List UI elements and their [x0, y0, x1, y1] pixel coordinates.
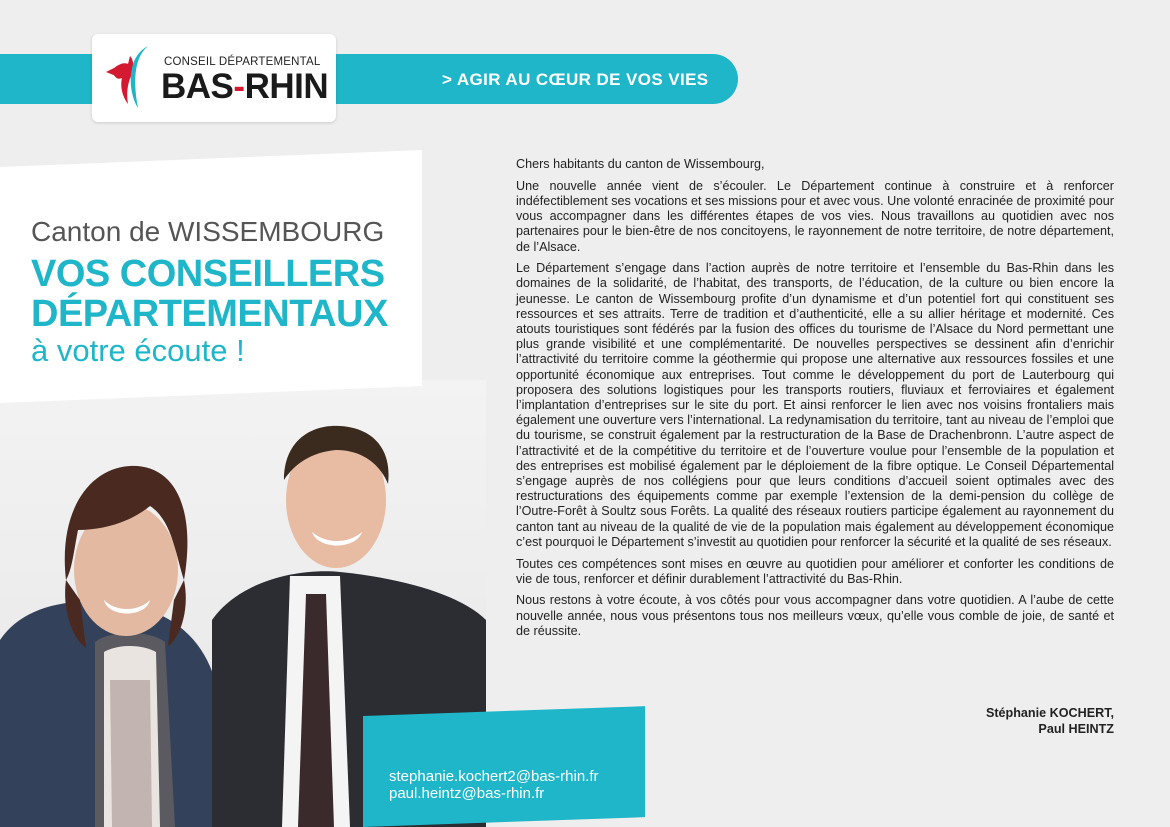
letter-body [516, 157, 1114, 646]
main-heading-line1: VOS CONSEILLERS [31, 253, 385, 295]
letter-greeting: Chers habitants du canton de Wissembourg, [516, 157, 765, 171]
email-kochert[interactable]: stephanie.kochert2@bas-rhin.fr [389, 768, 599, 785]
logo-subtitle: CONSEIL DÉPARTEMENTAL [164, 56, 321, 68]
tagline: > AGIR AU CŒUR DE VOS VIES [442, 70, 709, 89]
letter-paragraph-4: Nous restons à votre écoute, à vos côtés pour vous accompagner dans votre quotidien. A l’aube de cette nouvelle année, nous vous présentons tous nos meilleurs vœux, qu’elle vous comble de joie, de santé et de réussite. [516, 593, 1114, 638]
canton-title: Canton de WISSEMBOURG [31, 216, 385, 247]
woman-figure [0, 466, 222, 827]
main-heading-line2: DÉPARTEMENTAUX [31, 293, 388, 335]
letter-paragraph-2: Le Département s’engage dans l’action auprès de notre territoire et l’ensemble du Bas-Rhin dans les domaines de la solidarité, de l’habitat, des transports, de l’éducation, de la culture ou bien encore la jeunesse. Le canton de Wissembourg profite d’un dynamisme et d’un potentiel fort qui constituent ses ressources et ses attraits. Terre de tradition et d’authenticité, elle a su allier héritage et modernité. Ces atouts touristiques sont fédérés par la fusion des offices du tourisme de l’Alsace du Nord permettant une plus grande visibilité et une complémentarité. De nouvelles perspectives se dessinent afin d’enrichir l’attractivité du territoire comme la géothermie qui propose une alternative aux ressources fossiles et une opportunité économique aux entreprises. Tout comme le développement du port de Lauterbourg qui proposera des solutions logistiques pour les transports routiers, fluviaux et ferroviaires et également l’implantation d’entreprises sur le site du port. Et ainsi renforcer le lien avec nos voisins frontaliers mais également une ouverture vers l’international. La redynamisation du territoire, tant au niveau de l’emploi que du tourisme, se construit également par la restructuration de la Base de Drachenbronn. L’autre aspect de l’attractivité et de la compétitive du territoire et de l’ouverture voulue pour l’ensemble de la population et des entreprises est mobilisé également par le déploiement de la fibre optique. Le Conseil Départemental s’engage auprès de nos collégiens pour que leurs conditions d’accueil soient optimales avec des restructurations des équipements comme par exemple l’extension de la demi-pension du collège de l’Outre-Forêt à Soultz sous Forêts. La qualité des réseaux routiers participe également au rayonnement du canton tant au niveau de la qualité de vie de la population mais également au développement économique c’est pourquoi le Département s’investit au quotidien pour renforcer la sécurité et la qualité de ses réseaux. [516, 261, 1114, 549]
logo [92, 34, 336, 122]
logo-mark-icon [104, 42, 154, 112]
email-heintz[interactable]: paul.heintz@bas-rhin.fr [389, 785, 545, 802]
letter-paragraph-3: Toutes ces compétences sont mises en œuvre au quotidien pour améliorer et conforter les conditions de vie de tous, renforcer et définir durablement l’attractivité du Bas-Rhin. [516, 556, 1114, 586]
letter-paragraph-1: Une nouvelle année vient de s’écouler. Le Département continue à construire et à renforcer indéfectiblement ses vocations et ses missions pour et avec vous. Une volonté enracinée de proximité pour vous accompagner dans les différentes étapes de vos vies. Nous travaillons au quotidien avec nos partenaires pour le bien-être de nos concitoyens, le rayonnement de notre territoire, de notre département, de l’Alsace. [516, 178, 1114, 254]
contact-emails [389, 768, 599, 802]
signature [986, 706, 1114, 737]
logo-title: BAS-RHIN [161, 67, 329, 106]
signature-heintz: Paul HEINTZ [1038, 721, 1114, 736]
main-heading [31, 254, 388, 334]
contact-box [363, 706, 645, 827]
signature-kochert: Stéphanie KOCHERT, [985, 706, 1114, 720]
sub-heading: à votre écoute ! [31, 333, 245, 368]
